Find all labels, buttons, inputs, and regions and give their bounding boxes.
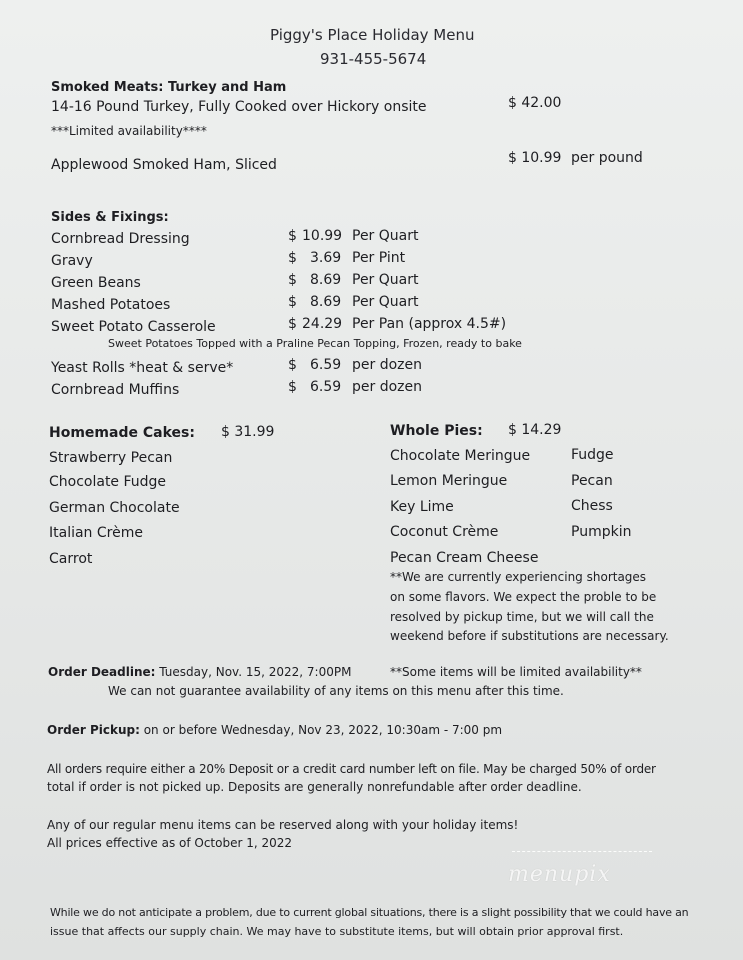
deposit-line: All orders require either a 20% Deposit or a credit card number left on file. May be charged 50% of order (47, 762, 656, 776)
pie-item: Pecan Cream Cheese (390, 550, 539, 566)
cake-item: Strawberry Pecan (49, 450, 173, 466)
cake-item: Italian Crème (49, 525, 143, 541)
pie-item: Chocolate Meringue (390, 448, 531, 464)
side-dollar: $ (288, 250, 297, 266)
cake-item: German Chocolate (49, 500, 180, 516)
guarantee-note: We can not guarantee availability of any items on this menu after this time. (108, 684, 564, 698)
side-price: 8.69 (310, 294, 342, 310)
ham-price: $ 10.99 (508, 150, 562, 166)
regular-items-note: Any of our regular menu items can be reserved along with your holiday items! (47, 818, 519, 832)
side-dollar: $ (288, 357, 297, 373)
footer-line: issue that affects our supply chain. We may have to substitute items, but will obtain prior approval first. (50, 925, 624, 938)
cake-item: Chocolate Fudge (49, 474, 167, 490)
side-price: 8.69 (310, 272, 342, 288)
side-name: Green Beans (51, 275, 141, 291)
ham-unit: per pound (571, 150, 643, 166)
side-price: 6.59 (310, 357, 342, 373)
limited-note: **Some items will be limited availability** (390, 665, 642, 679)
side-name: Cornbread Muffins (51, 382, 180, 398)
side-dollar: $ (288, 316, 297, 332)
prices-effective-note: All prices effective as of October 1, 2022 (47, 836, 293, 850)
side-name: Gravy (51, 253, 93, 269)
side-name: Cornbread Dressing (51, 231, 190, 247)
deadline-label: Order Deadline: (48, 665, 156, 679)
limited-availability: ***Limited availability**** (51, 124, 207, 138)
ham-item: Applewood Smoked Ham, Sliced (51, 157, 277, 173)
side-dollar: $ (288, 379, 297, 395)
footer-line: While we do not anticipate a problem, due to current global situations, there is a slight possibility that we could have an (50, 906, 689, 919)
side-price: 3.69 (310, 250, 342, 266)
side-unit: Per Pint (352, 250, 406, 266)
side-name: Yeast Rolls *heat & serve* (51, 360, 234, 376)
pie-item: Pecan (571, 473, 613, 489)
side-unit: Per Quart (352, 272, 419, 288)
casserole-note: Sweet Potatoes Topped with a Praline Pecan Topping, Frozen, ready to bake (108, 337, 522, 350)
cakes-price: $ 31.99 (221, 424, 275, 440)
turkey-price: $ 42.00 (508, 95, 562, 111)
side-unit: per dozen (352, 357, 422, 373)
deadline-line (48, 665, 351, 679)
pies-price: $ 14.29 (508, 422, 562, 438)
shortage-note-line: **We are currently experiencing shortages (390, 570, 647, 584)
menupix-watermark: menupix (508, 862, 611, 887)
pie-item: Fudge (571, 447, 614, 463)
side-unit: Per Quart (352, 228, 419, 244)
phone-number: 931-455-5674 (320, 50, 427, 68)
pickup-line (47, 723, 502, 737)
menu-title: Piggy's Place Holiday Menu (270, 26, 475, 44)
side-name: Sweet Potato Casserole (51, 319, 216, 335)
watermark-rule (512, 851, 652, 852)
pickup-label: Order Pickup: (47, 723, 140, 737)
side-price: 10.99 (302, 228, 343, 244)
turkey-item: 14-16 Pound Turkey, Fully Cooked over Hickory onsite (51, 99, 427, 115)
side-price: 6.59 (310, 379, 342, 395)
shortage-note-line: weekend before if substitutions are necessary. (390, 629, 669, 643)
side-unit: Per Pan (approx 4.5#) (352, 316, 507, 332)
shortage-note-line: resolved by pickup time, but we will call the (390, 610, 654, 624)
cake-item: Carrot (49, 551, 93, 567)
shortage-note-line: on some flavors. We expect the proble to be (390, 590, 657, 604)
side-price: 24.29 (302, 316, 343, 332)
meats-heading: Smoked Meats: Turkey and Ham (51, 80, 287, 95)
side-dollar: $ (288, 272, 297, 288)
pie-item: Key Lime (390, 499, 454, 515)
deadline-value: Tuesday, Nov. 15, 2022, 7:00PM (159, 665, 352, 679)
side-unit: Per Quart (352, 294, 419, 310)
pie-item: Lemon Meringue (390, 473, 508, 489)
sides-heading: Sides & Fixings: (51, 210, 169, 225)
pie-item: Coconut Crème (390, 524, 499, 540)
pies-heading: Whole Pies: (390, 423, 483, 439)
pickup-value: on or before Wednesday, Nov 23, 2022, 10:30am - 7:00 pm (143, 723, 503, 737)
pie-item: Chess (571, 498, 613, 514)
side-unit: per dozen (352, 379, 422, 395)
side-name: Mashed Potatoes (51, 297, 171, 313)
deposit-line: total if order is not picked up. Deposits are generally nonrefundable after order deadline. (47, 780, 582, 794)
side-dollar: $ (288, 294, 297, 310)
cakes-heading: Homemade Cakes: (49, 425, 195, 441)
side-dollar: $ (288, 228, 297, 244)
pie-item: Pumpkin (571, 524, 632, 540)
